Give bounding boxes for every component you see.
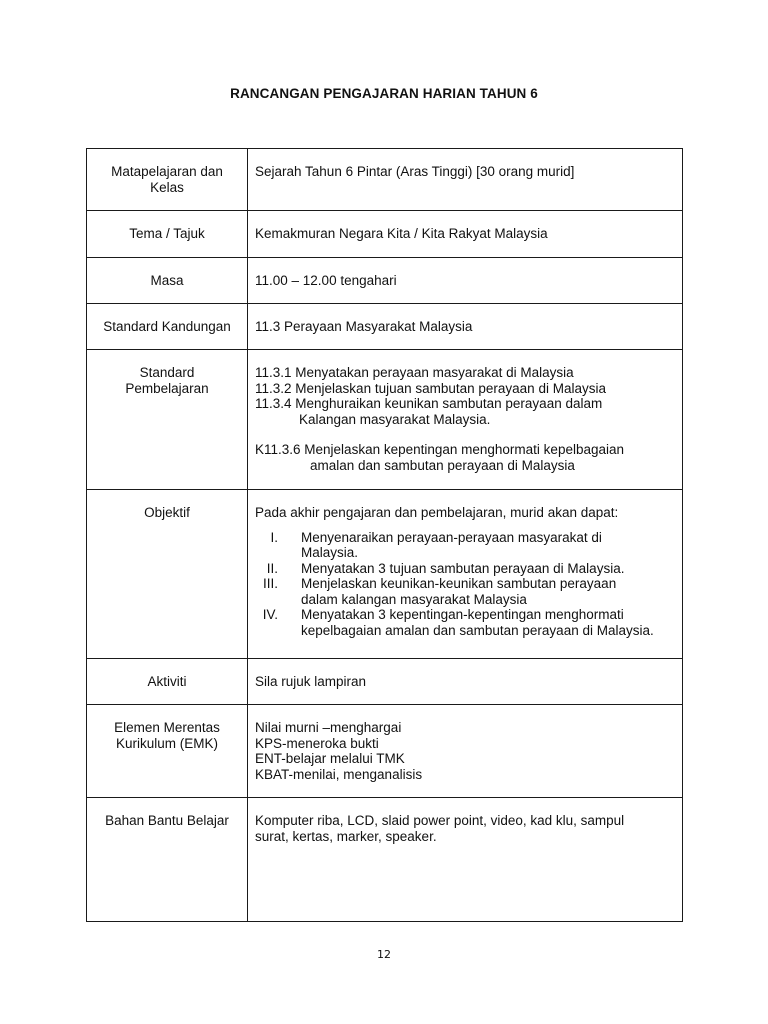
value-aktiviti: Sila rujuk lampiran <box>248 659 683 705</box>
row-objektif <box>87 490 683 659</box>
list-number: III. <box>262 576 278 591</box>
value-bahan <box>248 798 683 922</box>
sp-line: 11.3.4 Menghuraikan keunikan sambutan perayaan dalam <box>255 396 603 411</box>
list-text: kepelbagaian amalan dan sambutan perayaan di Malaysia. <box>301 622 654 638</box>
value-emk <box>248 705 683 798</box>
row-aktiviti <box>87 659 683 705</box>
list-number: I. <box>270 529 278 545</box>
list-text: Malaysia. <box>301 545 359 560</box>
value-tema: Kemakmuran Negara Kita / Kita Rakyat Malaysia <box>248 211 683 258</box>
sp-line: Kalangan masyarakat Malaysia. <box>299 411 491 427</box>
row-standard-kandungan <box>87 304 683 350</box>
emk-line: Nilai murni –menghargai <box>255 720 402 735</box>
row-emk <box>87 705 683 798</box>
bahan-line: surat, kertas, marker, speaker. <box>255 828 437 844</box>
label-emk <box>87 705 248 798</box>
list-number: IV. <box>262 607 278 622</box>
value-matapelajaran: Sejarah Tahun 6 Pintar (Aras Tinggi) [30 orang murid] <box>248 149 683 211</box>
label-standard-kandungan: Standard Kandungan <box>87 304 248 350</box>
list-text: Menyatakan 3 kepentingan-kepentingan menghormati <box>301 607 624 622</box>
sp-line: 11.3.2 Menjelaskan tujuan sambutan perayaan di Malaysia <box>255 380 606 396</box>
label-objektif: Objektif <box>87 490 248 659</box>
page-title: RANCANGAN PENGAJARAN HARIAN TAHUN 6 <box>230 86 538 101</box>
label-aktiviti: Aktiviti <box>87 659 248 705</box>
value-objektif <box>248 490 683 659</box>
list-item <box>255 530 674 561</box>
row-standard-pembelajaran <box>87 350 683 490</box>
label-bahan: Bahan Bantu Belajar <box>87 798 248 922</box>
sp-line: amalan dan sambutan perayaan di Malaysia <box>310 457 575 473</box>
sp-line: K11.3.6 Menjelaskan kepentingan menghormati kepelbagaian <box>255 442 625 457</box>
lesson-plan-table <box>86 148 683 922</box>
list-text: dalam kalangan masyarakat Malaysia <box>301 591 527 607</box>
row-matapelajaran <box>87 149 683 211</box>
label-line: Kurikulum (EMK) <box>115 735 218 751</box>
list-item <box>255 576 674 607</box>
row-bahan <box>87 798 683 922</box>
list-text: Menyenaraikan perayaan-perayaan masyarakat di <box>301 529 602 545</box>
list-text: Menjelaskan keunikan-keunikan sambutan perayaan <box>301 576 617 591</box>
emk-line: KBAT-menilai, menganalisis <box>255 766 423 782</box>
objektif-list <box>255 530 674 639</box>
row-masa <box>87 258 683 304</box>
list-item <box>255 561 674 577</box>
value-masa: 11.00 – 12.00 tengahari <box>248 258 683 304</box>
row-tema <box>87 211 683 258</box>
label-line: Pembelajaran <box>125 380 209 396</box>
page-number: 12 <box>377 948 391 961</box>
label-tema: Tema / Tajuk <box>87 211 248 258</box>
list-text: Menyatakan 3 tujuan sambutan perayaan di Malaysia. <box>301 560 625 576</box>
bahan-line: Komputer riba, LCD, slaid power point, video, kad klu, sampul <box>255 813 625 828</box>
emk-line: ENT-belajar melalui TMK <box>255 751 405 766</box>
value-standard-pembelajaran <box>248 350 683 490</box>
objektif-intro: Pada akhir pengajaran dan pembelajaran, murid akan dapat: <box>255 505 619 520</box>
label-masa: Masa <box>87 258 248 304</box>
label-matapelajaran: Matapelajaran dan Kelas <box>87 149 248 211</box>
value-standard-kandungan: 11.3 Perayaan Masyarakat Malaysia <box>248 304 683 350</box>
list-item <box>255 607 674 638</box>
list-number: II. <box>266 560 278 576</box>
emk-line: KPS-meneroka bukti <box>255 735 379 751</box>
label-line: Standard <box>139 365 195 380</box>
label-line: Elemen Merentas <box>114 720 220 735</box>
label-standard-pembelajaran <box>87 350 248 490</box>
sp-line: 11.3.1 Menyatakan perayaan masyarakat di Malaysia <box>255 365 574 380</box>
